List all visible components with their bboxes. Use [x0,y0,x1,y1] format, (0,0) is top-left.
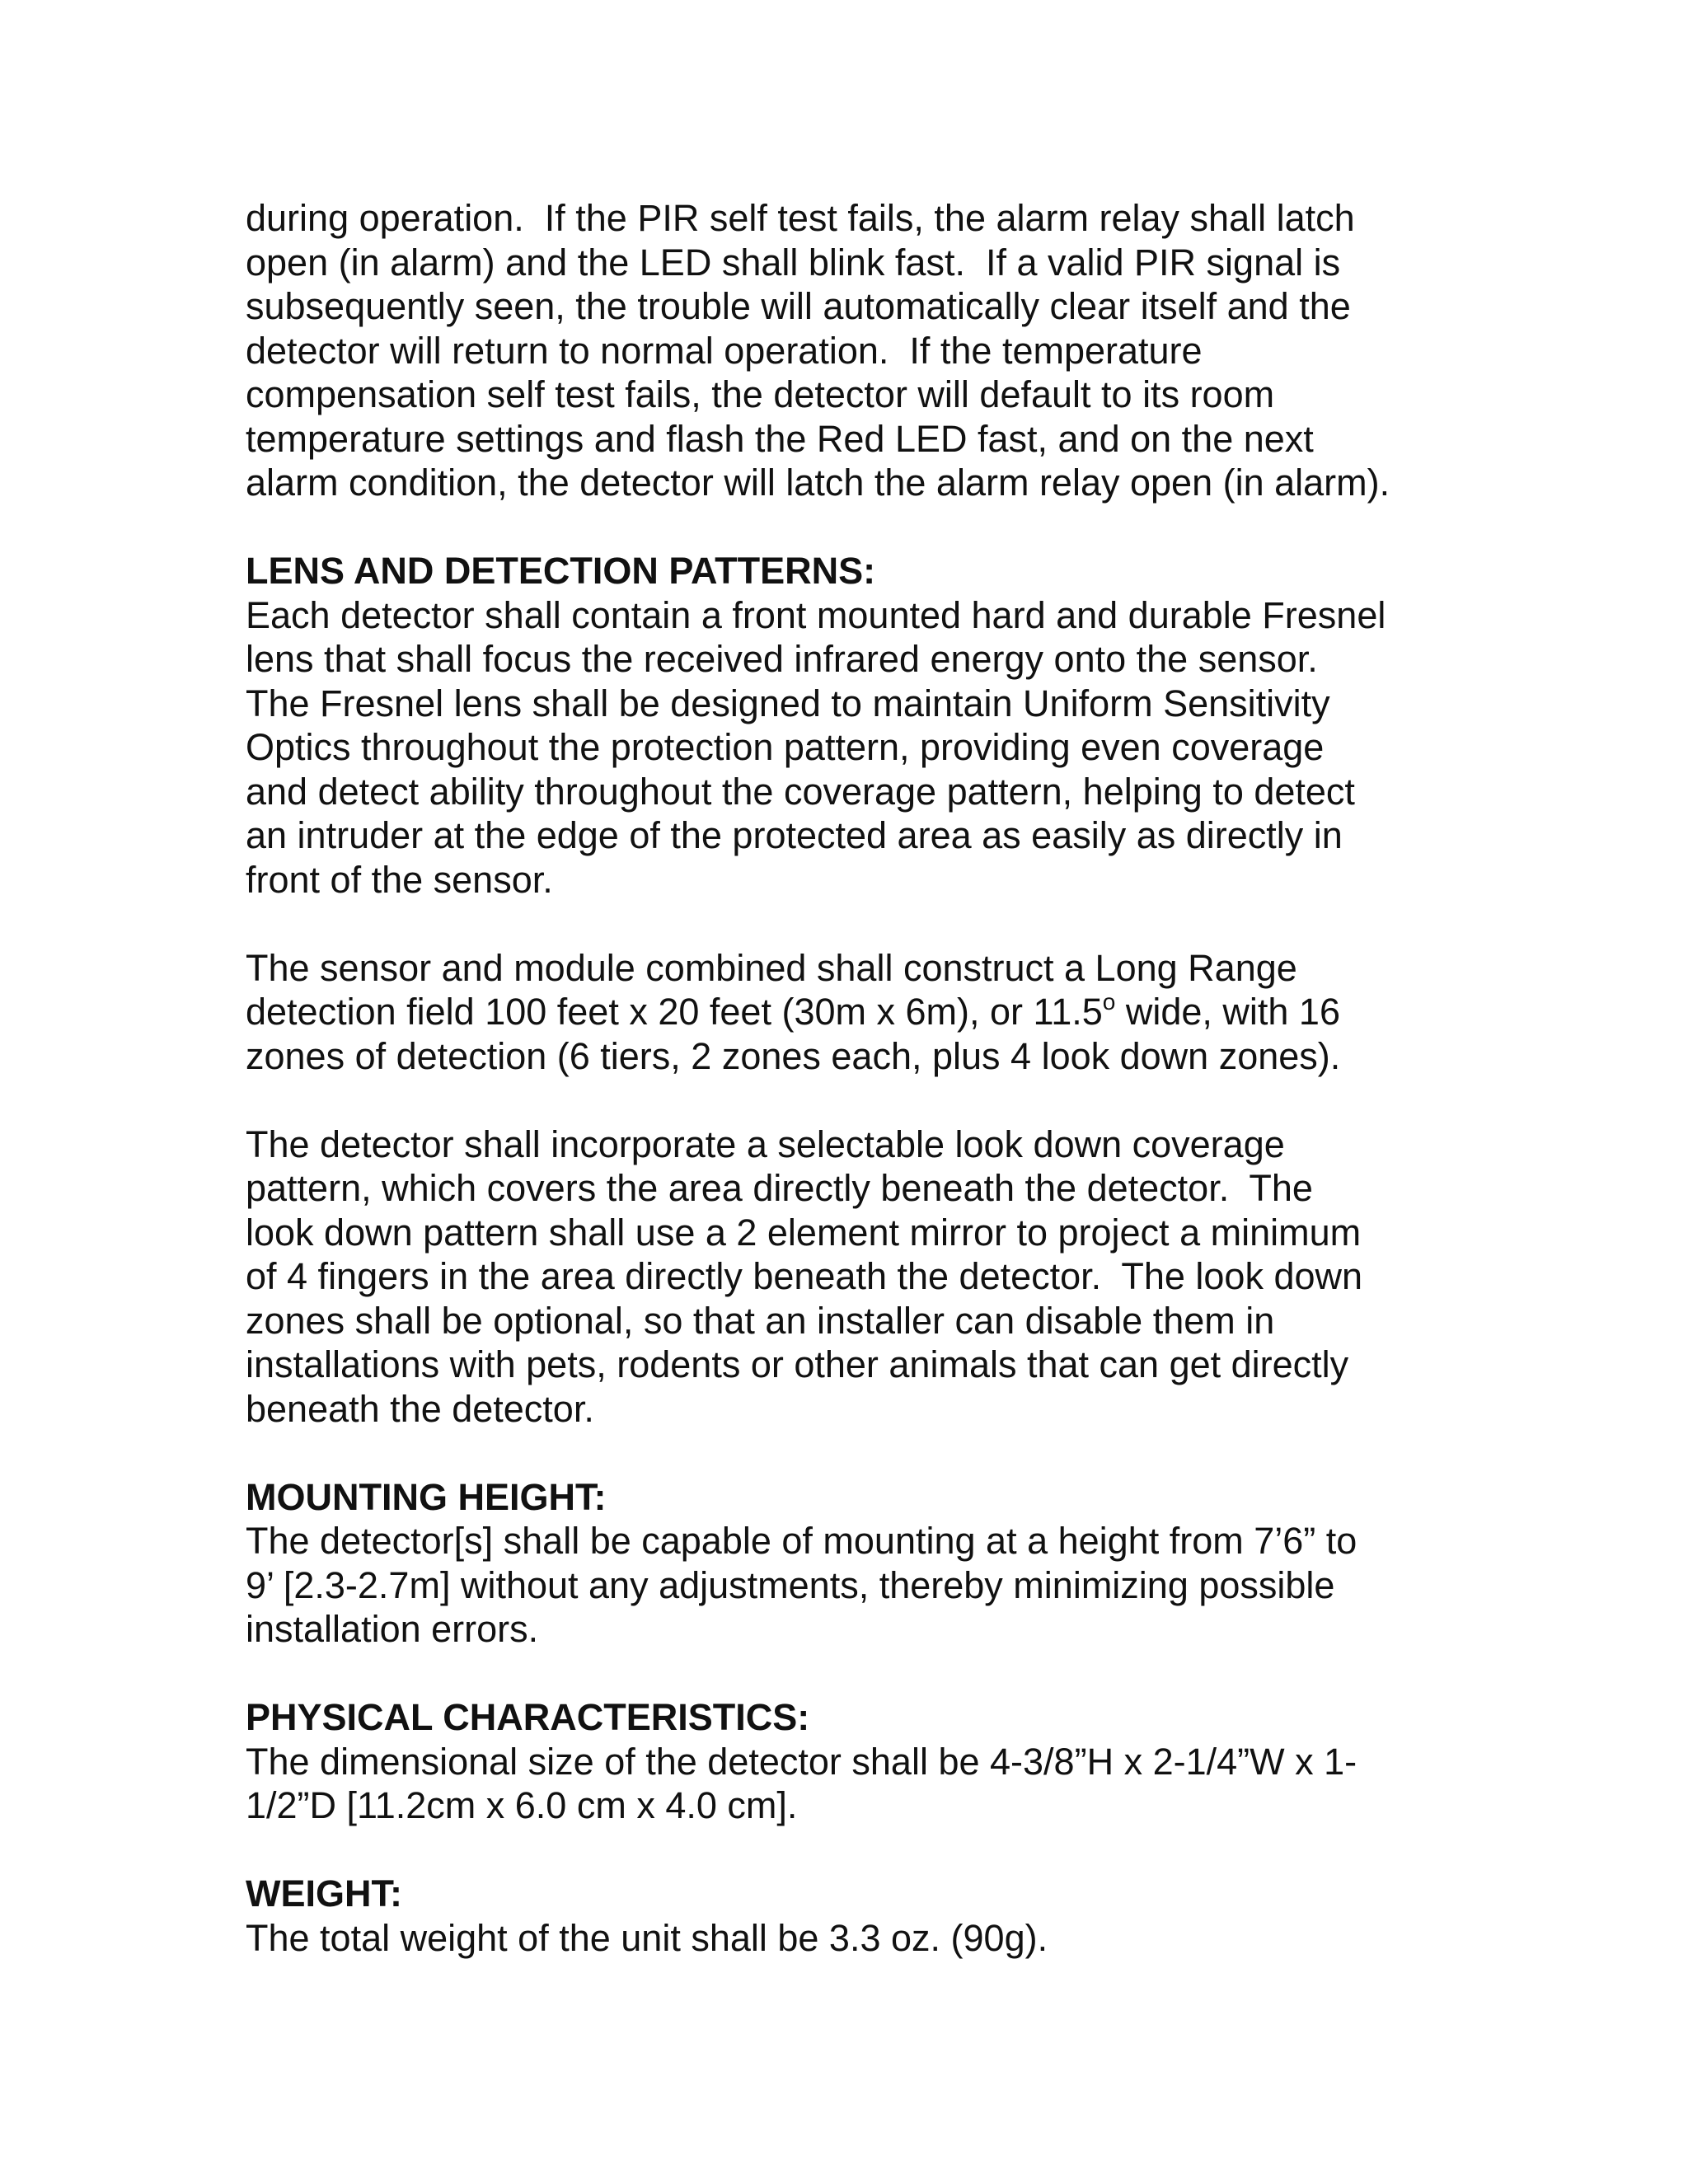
text-line: and detect ability throughout the coverage pattern, helping to detect [246,770,1355,813]
paragraph-gap [246,1828,1449,1872]
text-line: Optics throughout the protection pattern, providing even coverage [246,726,1325,768]
paragraph-gap [246,1078,1449,1122]
text-line: subsequently seen, the trouble will automatically clear itself and the [246,285,1351,327]
text-line: of 4 fingers in the area directly beneath the detector. The look down [246,1255,1363,1297]
text-line: The detector[s] shall be capable of mounting at a height from 7’6” to [246,1520,1357,1562]
text-line: zones shall be optional, so that an installer can disable them in [246,1299,1275,1342]
physical-section [246,1695,1449,1828]
text-line: alarm condition, the detector will latch the alarm relay open (in alarm). [246,462,1390,504]
text-line: temperature settings and flash the Red LED fast, and on the next [246,417,1314,460]
section-heading-weight: WEIGHT: [246,1872,402,1915]
text-line: open (in alarm) and the LED shall blink fast. If a valid PIR signal is [246,241,1341,284]
text-line: zones of detection (6 tiers, 2 zones each, plus 4 look down zones). [246,1034,1341,1077]
text-line: an intruder at the edge of the protected area as easily as directly in [246,814,1343,856]
paragraph-gap [246,1431,1449,1475]
text-line: The sensor and module combined shall construct a Long Range [246,946,1297,989]
text-line: during operation. If the PIR self test fails, the alarm relay shall latch [246,197,1355,239]
paragraph-gap [246,505,1449,550]
text-line: installation errors. [246,1608,539,1650]
text-line: The total weight of the unit shall be 3.3 oz. (90g). [246,1916,1048,1959]
section-heading-mounting: MOUNTING HEIGHT: [246,1475,607,1518]
text-line: 9’ [2.3-2.7m] without any adjustments, thereby minimizing possible [246,1563,1335,1606]
text-line: Each detector shall contain a front mounted hard and durable Fresnel [246,593,1386,636]
text-line: front of the sensor. [246,858,553,901]
section-heading-physical: PHYSICAL CHARACTERISTICS: [246,1696,810,1738]
intro-paragraph [246,196,1449,505]
text-line: The detector shall incorporate a selectable look down coverage [246,1122,1285,1165]
text-line: beneath the detector. [246,1387,594,1430]
weight-section [246,1872,1449,1960]
text-segment: detection field 100 feet x 20 feet (30m x 6m), or 11.5 [246,991,1103,1033]
paragraph-gap [246,902,1449,946]
text-line: The dimensional size of the detector shall be 4-3/8”H x 2-1/4”W x 1- [246,1740,1357,1783]
text-line: installations with pets, rodents or other animals that can get directly [246,1343,1349,1385]
text-line: detector will return to normal operation. If the temperature [246,329,1203,372]
text-segment: wide, with 16 [1115,991,1340,1033]
text-line: pattern, which covers the area directly beneath the detector. The [246,1167,1313,1209]
text-line: lens that shall focus the received infrared energy onto the sensor. [246,638,1318,680]
text-line: look down pattern shall use a 2 element mirror to project a minimum [246,1211,1362,1254]
paragraph-gap [246,1652,1449,1696]
text-line: 1/2”D [11.2cm x 6.0 cm x 4.0 cm]. [246,1784,798,1826]
document-body [246,196,1449,1960]
text-line: compensation self test fails, the detector will default to its room [246,373,1275,415]
text-line-with-degree [246,990,1449,1034]
mounting-section [246,1475,1449,1652]
degree-superscript: o [1102,989,1116,1015]
lens-section [246,549,1449,1431]
section-heading-lens: LENS AND DETECTION PATTERNS: [246,550,876,592]
text-line: The Fresnel lens shall be designed to maintain Uniform Sensitivity [246,682,1330,724]
